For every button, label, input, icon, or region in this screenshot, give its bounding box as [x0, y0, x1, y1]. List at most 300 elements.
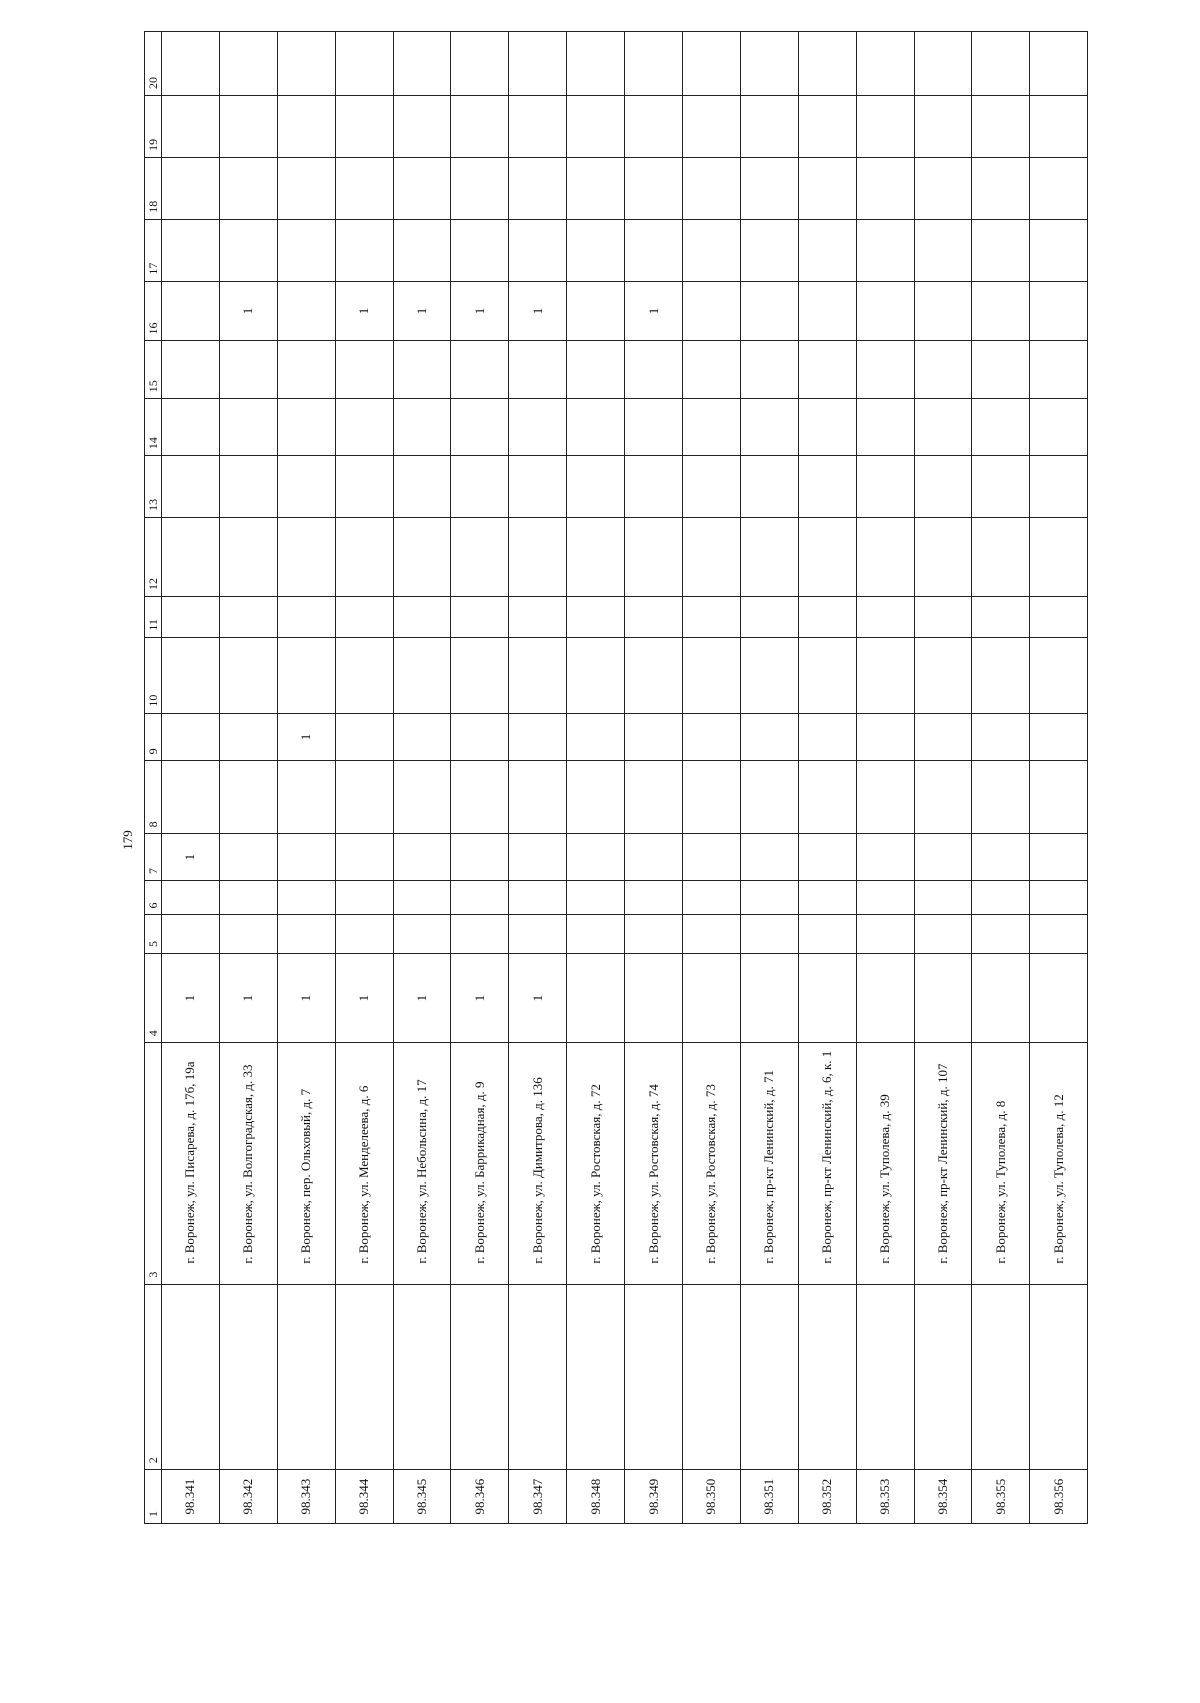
value-cell-col-8: [798, 761, 856, 834]
table-row: [393, 32, 451, 1524]
value-cell-col-4: [567, 954, 625, 1043]
value-cell-col-2: [740, 1284, 798, 1470]
table-row: [162, 32, 220, 1524]
value-cell-col-7: [509, 834, 567, 881]
address-cell: г. Воронеж, ул. Баррикадная, д. 9: [451, 1043, 509, 1284]
value-cell-col-17: [451, 219, 509, 281]
value-cell-col-6: [914, 880, 972, 914]
value-cell-col-15: [335, 341, 393, 399]
value-cell-col-18: [567, 157, 625, 219]
value-cell-col-9: [856, 713, 914, 761]
value-cell-col-10: [625, 637, 683, 713]
value-cell-col-2: [972, 1284, 1030, 1470]
address-table: [144, 31, 1088, 1524]
value-cell-col-12: [683, 517, 741, 596]
value-cell-col-11: [914, 597, 972, 638]
column-header-14: 14: [145, 399, 162, 456]
table-row: [451, 32, 509, 1524]
page-number: 179: [120, 830, 135, 850]
value-cell-col-11: [509, 597, 567, 638]
value-cell-col-16: 1: [509, 281, 567, 341]
value-cell-col-8: [683, 761, 741, 834]
value-cell-col-6: [856, 880, 914, 914]
row-id-cell: 98.344: [335, 1470, 393, 1524]
value-cell-col-5: [451, 915, 509, 954]
value-cell-col-9: [683, 713, 741, 761]
value-cell-col-20: [451, 32, 509, 96]
value-cell-col-10: [972, 637, 1030, 713]
value-cell-col-8: [740, 761, 798, 834]
value-cell-col-9: [451, 713, 509, 761]
value-cell-col-10: [740, 637, 798, 713]
value-cell-col-16: [856, 281, 914, 341]
value-cell-col-18: [625, 157, 683, 219]
column-header-3: 3: [145, 1043, 162, 1284]
value-cell-col-14: [567, 399, 625, 456]
value-cell-col-5: [1030, 915, 1088, 954]
column-header-18: 18: [145, 157, 162, 219]
value-cell-col-2: [451, 1284, 509, 1470]
value-cell-col-18: [740, 157, 798, 219]
header-row: [145, 32, 162, 1524]
value-cell-col-20: [162, 32, 220, 96]
value-cell-col-9: [219, 713, 277, 761]
table-row: [567, 32, 625, 1524]
table-body: [162, 32, 1088, 1524]
value-cell-col-4: 1: [509, 954, 567, 1043]
value-cell-col-6: [683, 880, 741, 914]
value-cell-col-12: [798, 517, 856, 596]
value-cell-col-19: [856, 96, 914, 158]
value-cell-col-16: 1: [451, 281, 509, 341]
value-cell-col-14: [856, 399, 914, 456]
address-cell: г. Воронеж, ул. Менделеева, д. 6: [335, 1043, 393, 1284]
value-cell-col-7: 1: [162, 834, 220, 881]
value-cell-col-13: [1030, 456, 1088, 518]
value-cell-col-12: [914, 517, 972, 596]
value-cell-col-14: [219, 399, 277, 456]
value-cell-col-10: [567, 637, 625, 713]
value-cell-col-17: [625, 219, 683, 281]
value-cell-col-10: [683, 637, 741, 713]
value-cell-col-17: [740, 219, 798, 281]
table-row: [1030, 32, 1088, 1524]
value-cell-col-20: [335, 32, 393, 96]
value-cell-col-20: [856, 32, 914, 96]
column-header-20: 20: [145, 32, 162, 96]
value-cell-col-11: [856, 597, 914, 638]
value-cell-col-13: [567, 456, 625, 518]
value-cell-col-13: [393, 456, 451, 518]
value-cell-col-5: [972, 915, 1030, 954]
table-row: [335, 32, 393, 1524]
value-cell-col-17: [798, 219, 856, 281]
value-cell-col-10: [162, 637, 220, 713]
value-cell-col-17: [1030, 219, 1088, 281]
value-cell-col-5: [914, 915, 972, 954]
value-cell-col-17: [683, 219, 741, 281]
value-cell-col-2: [335, 1284, 393, 1470]
value-cell-col-5: [509, 915, 567, 954]
value-cell-col-8: [277, 761, 335, 834]
value-cell-col-8: [219, 761, 277, 834]
value-cell-col-19: [567, 96, 625, 158]
value-cell-col-7: [277, 834, 335, 881]
column-header-15: 15: [145, 341, 162, 399]
value-cell-col-19: [625, 96, 683, 158]
address-cell: г. Воронеж, ул. Небольсина, д. 17: [393, 1043, 451, 1284]
value-cell-col-15: [856, 341, 914, 399]
value-cell-col-8: [914, 761, 972, 834]
address-cell: г. Воронеж, ул. Туполева, д. 39: [856, 1043, 914, 1284]
value-cell-col-7: [914, 834, 972, 881]
value-cell-col-16: [798, 281, 856, 341]
value-cell-col-6: [625, 880, 683, 914]
value-cell-col-12: [856, 517, 914, 596]
value-cell-col-16: [972, 281, 1030, 341]
row-id-cell: 98.343: [277, 1470, 335, 1524]
value-cell-col-4: [683, 954, 741, 1043]
value-cell-col-20: [219, 32, 277, 96]
value-cell-col-7: [451, 834, 509, 881]
value-cell-col-15: [683, 341, 741, 399]
value-cell-col-5: [740, 915, 798, 954]
value-cell-col-18: [509, 157, 567, 219]
value-cell-col-19: [798, 96, 856, 158]
value-cell-col-16: [567, 281, 625, 341]
value-cell-col-13: [972, 456, 1030, 518]
value-cell-col-6: [972, 880, 1030, 914]
value-cell-col-18: [162, 157, 220, 219]
value-cell-col-2: [856, 1284, 914, 1470]
value-cell-col-11: [740, 597, 798, 638]
value-cell-col-5: [683, 915, 741, 954]
value-cell-col-2: [1030, 1284, 1088, 1470]
value-cell-col-10: [856, 637, 914, 713]
value-cell-col-9: [567, 713, 625, 761]
value-cell-col-17: [509, 219, 567, 281]
value-cell-col-19: [914, 96, 972, 158]
value-cell-col-4: [625, 954, 683, 1043]
value-cell-col-14: [972, 399, 1030, 456]
table-row: [972, 32, 1030, 1524]
value-cell-col-13: [451, 456, 509, 518]
value-cell-col-6: [509, 880, 567, 914]
value-cell-col-12: [567, 517, 625, 596]
column-header-7: 7: [145, 834, 162, 881]
value-cell-col-8: [972, 761, 1030, 834]
value-cell-col-12: [277, 517, 335, 596]
value-cell-col-20: [740, 32, 798, 96]
value-cell-col-19: [451, 96, 509, 158]
column-header-10: 10: [145, 637, 162, 713]
value-cell-col-13: [740, 456, 798, 518]
table-row: [219, 32, 277, 1524]
value-cell-col-10: [393, 637, 451, 713]
column-header-4: 4: [145, 954, 162, 1043]
value-cell-col-11: [393, 597, 451, 638]
value-cell-col-5: [393, 915, 451, 954]
value-cell-col-17: [972, 219, 1030, 281]
value-cell-col-16: 1: [393, 281, 451, 341]
value-cell-col-12: [740, 517, 798, 596]
address-cell: г. Воронеж, ул. Туполева, д. 8: [972, 1043, 1030, 1284]
row-id-cell: 98.351: [740, 1470, 798, 1524]
value-cell-col-17: [914, 219, 972, 281]
value-cell-col-4: 1: [335, 954, 393, 1043]
value-cell-col-18: [856, 157, 914, 219]
value-cell-col-8: [335, 761, 393, 834]
value-cell-col-10: [277, 637, 335, 713]
value-cell-col-8: [509, 761, 567, 834]
value-cell-col-18: [393, 157, 451, 219]
value-cell-col-7: [393, 834, 451, 881]
rotated-table: [144, 31, 1066, 1524]
value-cell-col-4: 1: [219, 954, 277, 1043]
value-cell-col-15: [798, 341, 856, 399]
row-id-cell: 98.345: [393, 1470, 451, 1524]
value-cell-col-17: [219, 219, 277, 281]
row-id-cell: 98.348: [567, 1470, 625, 1524]
value-cell-col-19: [1030, 96, 1088, 158]
column-header-1: 1: [145, 1470, 162, 1524]
value-cell-col-14: [914, 399, 972, 456]
value-cell-col-8: [1030, 761, 1088, 834]
value-cell-col-9: 1: [277, 713, 335, 761]
column-header-6: 6: [145, 880, 162, 914]
value-cell-col-14: [740, 399, 798, 456]
value-cell-col-17: [567, 219, 625, 281]
value-cell-col-5: [277, 915, 335, 954]
value-cell-col-20: [567, 32, 625, 96]
value-cell-col-6: [740, 880, 798, 914]
table-row: [509, 32, 567, 1524]
table-row: [856, 32, 914, 1524]
value-cell-col-4: [856, 954, 914, 1043]
value-cell-col-2: [683, 1284, 741, 1470]
value-cell-col-9: [972, 713, 1030, 761]
value-cell-col-2: [219, 1284, 277, 1470]
value-cell-col-15: [162, 341, 220, 399]
table-row: [798, 32, 856, 1524]
value-cell-col-7: [683, 834, 741, 881]
value-cell-col-7: [856, 834, 914, 881]
value-cell-col-7: [625, 834, 683, 881]
value-cell-col-2: [509, 1284, 567, 1470]
value-cell-col-12: [451, 517, 509, 596]
value-cell-col-13: [162, 456, 220, 518]
value-cell-col-9: [335, 713, 393, 761]
value-cell-col-7: [1030, 834, 1088, 881]
value-cell-col-4: 1: [277, 954, 335, 1043]
value-cell-col-19: [219, 96, 277, 158]
table-row: [625, 32, 683, 1524]
address-cell: г. Воронеж, пр-кт Ленинский, д. 107: [914, 1043, 972, 1284]
value-cell-col-2: [914, 1284, 972, 1470]
value-cell-col-16: 1: [219, 281, 277, 341]
value-cell-col-5: [162, 915, 220, 954]
row-id-cell: 98.350: [683, 1470, 741, 1524]
value-cell-col-9: [740, 713, 798, 761]
value-cell-col-10: [451, 637, 509, 713]
value-cell-col-16: [914, 281, 972, 341]
value-cell-col-4: [972, 954, 1030, 1043]
value-cell-col-15: [914, 341, 972, 399]
value-cell-col-6: [162, 880, 220, 914]
value-cell-col-5: [567, 915, 625, 954]
value-cell-col-18: [972, 157, 1030, 219]
value-cell-col-4: [798, 954, 856, 1043]
value-cell-col-14: [509, 399, 567, 456]
address-cell: г. Воронеж, ул. Волгоградская, д. 33: [219, 1043, 277, 1284]
row-id-cell: 98.354: [914, 1470, 972, 1524]
column-header-17: 17: [145, 219, 162, 281]
value-cell-col-14: [393, 399, 451, 456]
value-cell-col-5: [625, 915, 683, 954]
value-cell-col-7: [740, 834, 798, 881]
value-cell-col-14: [625, 399, 683, 456]
value-cell-col-12: [335, 517, 393, 596]
value-cell-col-11: [277, 597, 335, 638]
row-id-cell: 98.347: [509, 1470, 567, 1524]
value-cell-col-6: [335, 880, 393, 914]
value-cell-col-13: [277, 456, 335, 518]
value-cell-col-15: [567, 341, 625, 399]
value-cell-col-17: [856, 219, 914, 281]
value-cell-col-16: [277, 281, 335, 341]
value-cell-col-7: [972, 834, 1030, 881]
value-cell-col-16: [1030, 281, 1088, 341]
value-cell-col-19: [972, 96, 1030, 158]
value-cell-col-15: [451, 341, 509, 399]
value-cell-col-2: [393, 1284, 451, 1470]
value-cell-col-17: [335, 219, 393, 281]
value-cell-col-20: [798, 32, 856, 96]
value-cell-col-12: [625, 517, 683, 596]
value-cell-col-20: [683, 32, 741, 96]
value-cell-col-15: [972, 341, 1030, 399]
value-cell-col-2: [567, 1284, 625, 1470]
value-cell-col-14: [162, 399, 220, 456]
value-cell-col-5: [856, 915, 914, 954]
value-cell-col-13: [219, 456, 277, 518]
table-row: [914, 32, 972, 1524]
value-cell-col-13: [509, 456, 567, 518]
value-cell-col-9: [162, 713, 220, 761]
row-id-cell: 98.355: [972, 1470, 1030, 1524]
row-id-cell: 98.353: [856, 1470, 914, 1524]
value-cell-col-5: [798, 915, 856, 954]
value-cell-col-6: [451, 880, 509, 914]
value-cell-col-6: [567, 880, 625, 914]
value-cell-col-16: 1: [335, 281, 393, 341]
column-header-8: 8: [145, 761, 162, 834]
value-cell-col-20: [914, 32, 972, 96]
column-header-19: 19: [145, 96, 162, 158]
row-id-cell: 98.341: [162, 1470, 220, 1524]
value-cell-col-10: [798, 637, 856, 713]
value-cell-col-4: 1: [162, 954, 220, 1043]
value-cell-col-20: [972, 32, 1030, 96]
value-cell-col-6: [798, 880, 856, 914]
value-cell-col-19: [277, 96, 335, 158]
address-cell: г. Воронеж, ул. Димитрова, д. 136: [509, 1043, 567, 1284]
value-cell-col-15: [509, 341, 567, 399]
value-cell-col-19: [162, 96, 220, 158]
row-id-cell: 98.342: [219, 1470, 277, 1524]
value-cell-col-19: [509, 96, 567, 158]
value-cell-col-9: [625, 713, 683, 761]
value-cell-col-19: [740, 96, 798, 158]
address-cell: г. Воронеж, ул. Ростовская, д. 74: [625, 1043, 683, 1284]
address-cell: г. Воронеж, пр-кт Ленинский, д. 6, к. 1: [798, 1043, 856, 1284]
value-cell-col-4: 1: [451, 954, 509, 1043]
value-cell-col-10: [914, 637, 972, 713]
column-header-13: 13: [145, 456, 162, 518]
value-cell-col-19: [393, 96, 451, 158]
value-cell-col-8: [567, 761, 625, 834]
value-cell-col-11: [219, 597, 277, 638]
value-cell-col-8: [856, 761, 914, 834]
value-cell-col-11: [625, 597, 683, 638]
value-cell-col-11: [567, 597, 625, 638]
value-cell-col-18: [335, 157, 393, 219]
value-cell-col-4: [914, 954, 972, 1043]
value-cell-col-20: [509, 32, 567, 96]
value-cell-col-4: [1030, 954, 1088, 1043]
value-cell-col-15: [740, 341, 798, 399]
value-cell-col-11: [798, 597, 856, 638]
value-cell-col-11: [451, 597, 509, 638]
value-cell-col-16: 1: [625, 281, 683, 341]
value-cell-col-6: [393, 880, 451, 914]
row-id-cell: 98.356: [1030, 1470, 1088, 1524]
value-cell-col-12: [1030, 517, 1088, 596]
value-cell-col-18: [914, 157, 972, 219]
column-header-11: 11: [145, 597, 162, 638]
value-cell-col-11: [972, 597, 1030, 638]
value-cell-col-20: [625, 32, 683, 96]
value-cell-col-11: [162, 597, 220, 638]
address-cell: г. Воронеж, пер. Ольховый, д. 7: [277, 1043, 335, 1284]
value-cell-col-11: [683, 597, 741, 638]
value-cell-col-2: [277, 1284, 335, 1470]
value-cell-col-15: [277, 341, 335, 399]
value-cell-col-18: [451, 157, 509, 219]
row-id-cell: 98.346: [451, 1470, 509, 1524]
value-cell-col-18: [683, 157, 741, 219]
value-cell-col-20: [1030, 32, 1088, 96]
value-cell-col-14: [1030, 399, 1088, 456]
value-cell-col-10: [509, 637, 567, 713]
address-cell: г. Воронеж, ул. Ростовская, д. 73: [683, 1043, 741, 1284]
column-header-2: 2: [145, 1284, 162, 1470]
value-cell-col-14: [335, 399, 393, 456]
value-cell-col-11: [1030, 597, 1088, 638]
value-cell-col-4: 1: [393, 954, 451, 1043]
value-cell-col-10: [335, 637, 393, 713]
value-cell-col-10: [1030, 637, 1088, 713]
value-cell-col-12: [162, 517, 220, 596]
value-cell-col-20: [277, 32, 335, 96]
value-cell-col-15: [219, 341, 277, 399]
value-cell-col-9: [393, 713, 451, 761]
value-cell-col-14: [451, 399, 509, 456]
value-cell-col-15: [393, 341, 451, 399]
value-cell-col-9: [798, 713, 856, 761]
value-cell-col-17: [277, 219, 335, 281]
table-row: [277, 32, 335, 1524]
